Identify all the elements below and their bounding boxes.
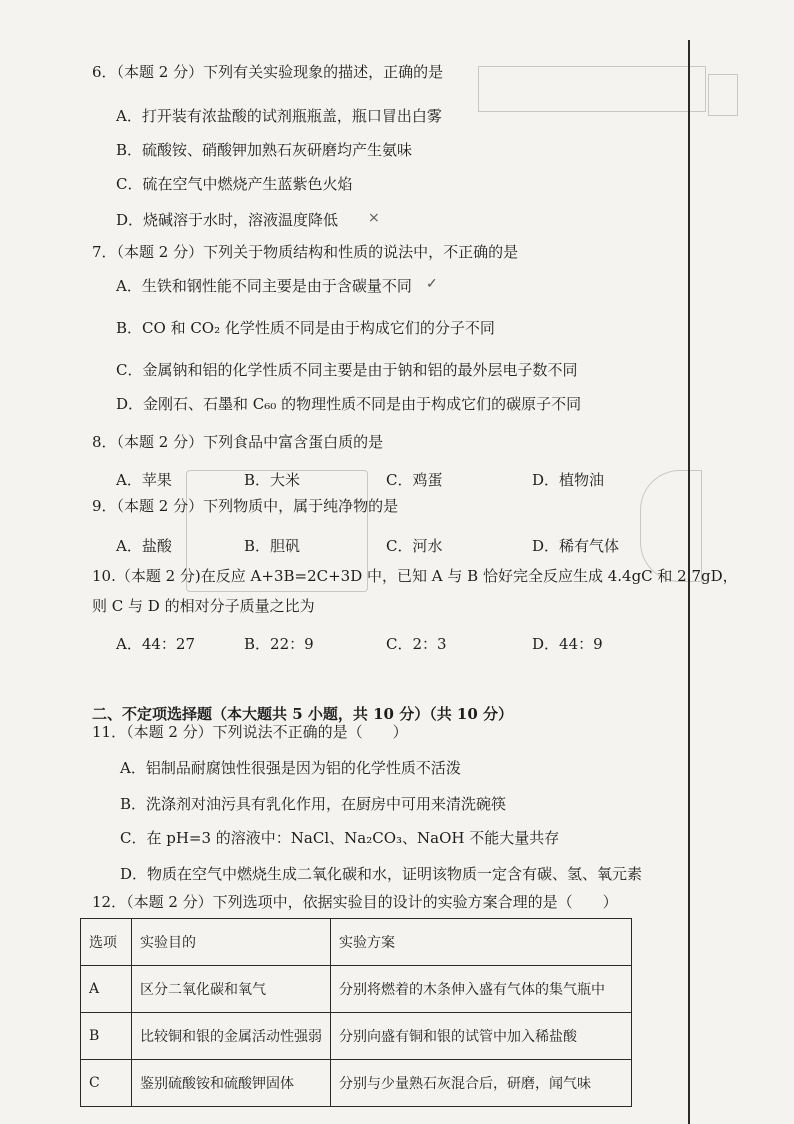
q9-stem: 9．（本题 2 分）下列物质中，属于纯净物的是: [92, 497, 399, 515]
table-cell: 分别向盛有铜和银的试管中加入稀盐酸: [331, 1013, 632, 1060]
q10-options: [116, 634, 676, 654]
q9-option-b: B．胆矾: [244, 537, 301, 555]
tick-mark: ✓: [426, 276, 438, 292]
q10-option-b: B．22：9: [244, 635, 314, 653]
q11-option-b: B．洗涤剂对油污具有乳化作用，在厨房中可用来清洗碗筷: [120, 795, 507, 813]
table-cell: C: [81, 1060, 132, 1107]
q6-option-c: C．硫在空气中燃烧产生蓝紫色火焰: [116, 175, 353, 193]
table-row: [81, 966, 632, 1013]
q7-option-d: D．金刚石、石墨和 C₆₀ 的物理性质不同是由于构成它们的碳原子不同: [116, 395, 582, 413]
bleed-through-box: [708, 74, 738, 116]
table-header-row: [81, 919, 632, 966]
table-cell: 鉴别硫酸铵和硫酸钾固体: [132, 1060, 331, 1107]
q8-option-a: A．苹果: [116, 471, 172, 489]
q8-option-d: D．植物油: [532, 471, 605, 489]
q11-stem: 11．（本题 2 分）下列说法不正确的是（ ）: [92, 723, 408, 741]
q12-stem: 12．（本题 2 分）下列选项中，依据实验目的设计的实验方案合理的是（ ）: [92, 893, 618, 911]
q12-table: [80, 918, 632, 1107]
table-cell: A: [81, 966, 132, 1013]
q10-option-a: A．44：27: [116, 635, 196, 653]
q9-option-d: D．稀有气体: [532, 537, 620, 555]
table-cell: 分别与少量熟石灰混合后，研磨，闻气味: [331, 1060, 632, 1107]
q8-option-c: C．鸡蛋: [386, 471, 443, 489]
table-row: [81, 1060, 632, 1107]
q10-option-d: D．44：9: [532, 635, 603, 653]
table-cell: 分别将燃着的木条伸入盛有气体的集气瓶中: [331, 966, 632, 1013]
table-cell: 区分二氧化碳和氧气: [132, 966, 331, 1013]
q6-option-a: A．打开装有浓盐酸的试剂瓶瓶盖，瓶口冒出白雾: [116, 107, 442, 125]
table-row: [81, 1013, 632, 1060]
table-cell: B: [81, 1013, 132, 1060]
q9-options: [116, 536, 676, 556]
q8-options: [116, 470, 676, 490]
q10-option-c: C．2：3: [386, 635, 447, 653]
q8-stem: 8．（本题 2 分）下列食品中富含蛋白质的是: [92, 433, 384, 451]
table-cell: 比较铜和银的金属活动性强弱: [132, 1013, 331, 1060]
q7-option-a: A．生铁和钢性能不同主要是由于含碳量不同: [116, 277, 412, 295]
q9-option-a: A．盐酸: [116, 537, 172, 555]
table-header-option: 选项: [81, 919, 132, 966]
q6-option-d: D．烧碱溶于水时，溶液温度降低: [116, 211, 339, 229]
q10-stem-line2: 则 C 与 D 的相对分子质量之比为: [92, 597, 315, 615]
q8-option-b: B．大米: [244, 471, 301, 489]
q6-option-b: B．硫酸铵、硝酸钾加熟石灰研磨均产生氨味: [116, 141, 413, 159]
table-header-purpose: 实验目的: [132, 919, 331, 966]
q11-option-c: C．在 pH=3 的溶液中：NaCl、Na₂CO₃、NaOH 不能大量共存: [120, 829, 560, 847]
cross-mark: ×: [368, 210, 380, 226]
q6-stem: 6．（本题 2 分）下列有关实验现象的描述，正确的是: [92, 63, 444, 81]
q7-option-c: C．金属钠和铝的化学性质不同主要是由于钠和铝的最外层电子数不同: [116, 361, 578, 379]
q11-option-a: A．铝制品耐腐蚀性很强是因为铝的化学性质不活泼: [120, 759, 461, 777]
q7-stem: 7．（本题 2 分）下列关于物质结构和性质的说法中，不正确的是: [92, 243, 519, 261]
q7-option-b: B．CO 和 CO₂ 化学性质不同是由于构成它们的分子不同: [116, 319, 495, 337]
table-header-plan: 实验方案: [331, 919, 632, 966]
q9-option-c: C．河水: [386, 537, 443, 555]
q10-stem-line1: 10.（本题 2 分)在反应 A+3B=2C+3D 中，已知 A 与 B 恰好完全反应生成 4.4gC 和 2.7gD，: [92, 567, 738, 585]
section-2-heading: 二、不定项选择题（本大题共 5 小题，共 10 分）（共 10 分）: [92, 705, 514, 723]
q11-option-d: D．物质在空气中燃烧生成二氧化碳和水，证明该物质一定含有碳、氢、氧元素: [120, 865, 643, 883]
bleed-through-box: [478, 66, 706, 112]
